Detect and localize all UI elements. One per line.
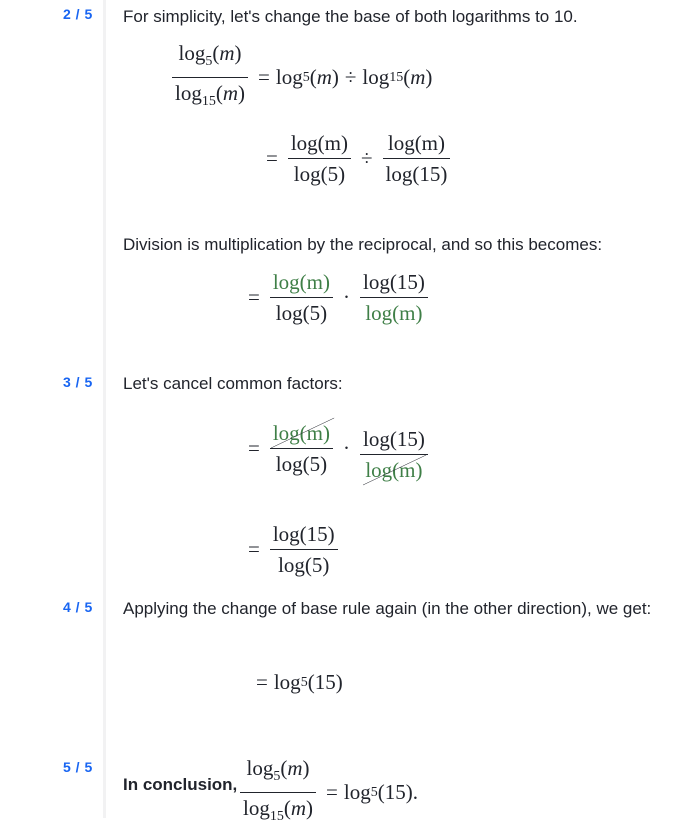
- equation-6: = log 5 ( 15 ): [256, 670, 343, 694]
- step-rail: [103, 0, 106, 818]
- step-2-text: For simplicity, let's change the base of both logarithms to 10.: [123, 7, 578, 26]
- equation-3: = $\frac{\log(m)}{\log(5)}$ · $\frac{\log(15)}{\log(m)}$: [242, 269, 432, 326]
- step-number-5: 5 / 5: [63, 759, 93, 775]
- cancel-strike: log(m): [365, 457, 422, 483]
- step-4-text: Applying the change of base rule again (in the other direction), we get:: [123, 599, 652, 618]
- equation-1: $\frac{\log_5(m)}{\log_{15}(m)}$ = log 5 ( m ) ÷ log 15 ( m ): [168, 40, 432, 115]
- cancel-strike: log(m): [273, 420, 330, 446]
- step-3-text: Let's cancel common factors:: [123, 374, 343, 393]
- step-number-2: 2 / 5: [63, 6, 93, 22]
- equation-5: = $\frac{\log(15)}{\log(5)}$: [242, 521, 342, 578]
- reciprocal-text: Division is multiplication by the reciprocal, and so this becomes:: [123, 235, 603, 254]
- equation-4: = $\frac{\log(m)}{\log(5)}$ · $\frac{\log(15)}{\log(m)}$: [242, 414, 432, 483]
- step-number-4: 4 / 5: [63, 599, 93, 615]
- fraction: $\frac{\log_5(m)}{\log_{15}(m)}$: [172, 40, 248, 115]
- equation-7: $\frac{\log_5(m)}{\log_{15}(m)}$ = log 5 ( 15 ) .: [236, 755, 418, 830]
- conclusion-text: In conclusion,: [123, 775, 238, 794]
- step-number-3: 3 / 5: [63, 374, 93, 390]
- equation-2: = $\frac{\log(m)}{\log(5)}$ ÷ $\frac{\log(m)}{\log(15)}$: [260, 130, 454, 187]
